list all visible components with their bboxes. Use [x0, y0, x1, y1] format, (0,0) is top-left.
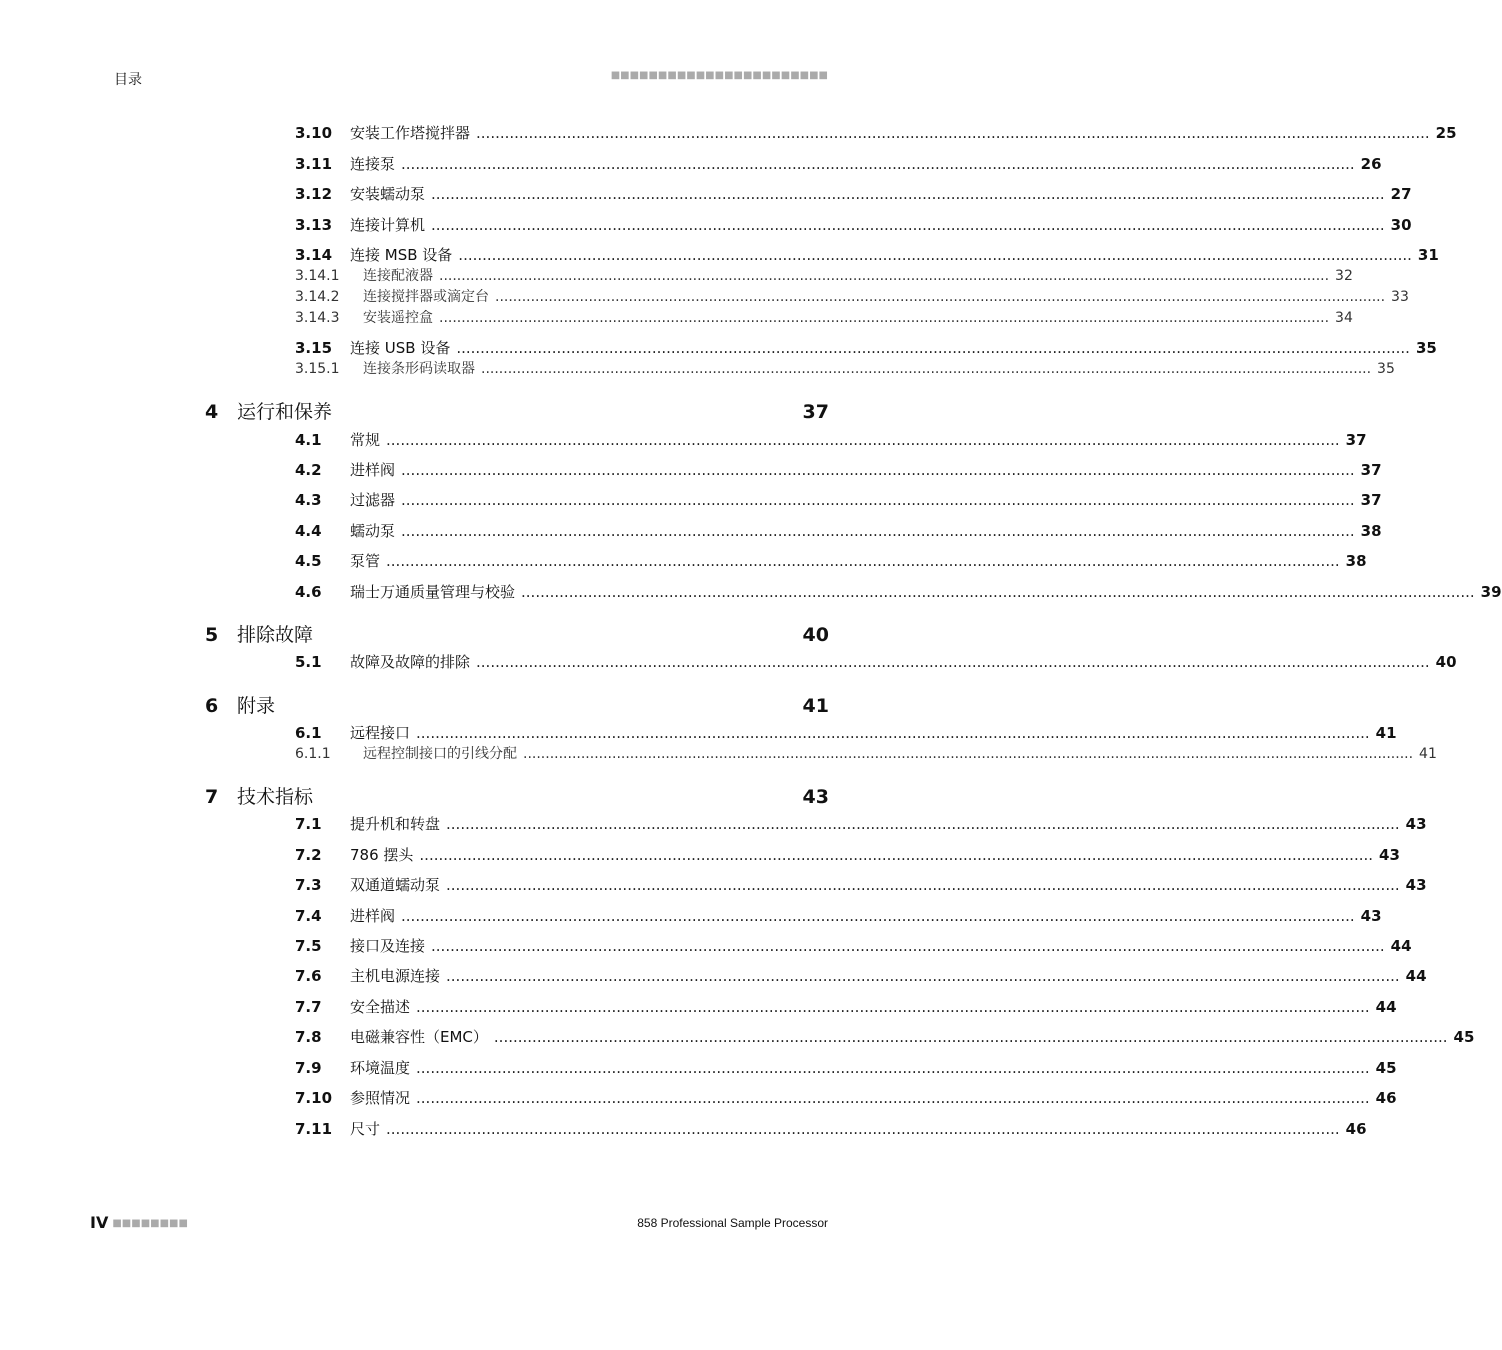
toc-dot-leader: ........................................................................................................................................................................................................	[416, 998, 1370, 1016]
toc-dot-leader: ........................................................................................................................................................................................................	[416, 1089, 1370, 1107]
toc-subsection-entry[interactable]	[295, 358, 1395, 378]
toc-entry-page: 41	[802, 695, 829, 717]
toc-dot-leader: ........................................................................................................................................................................................................	[481, 361, 1372, 377]
toc-subsection-entry[interactable]	[295, 743, 1437, 763]
toc-section-entry[interactable]	[295, 874, 1427, 895]
toc-entry-page: 46	[1345, 1120, 1367, 1138]
toc-entry-title: 远程接口	[350, 724, 411, 742]
toc-dot-leader: ........................................................................................................................................................................................................	[439, 310, 1330, 326]
toc-entry-number: 7.2	[295, 846, 322, 864]
toc-section-entry[interactable]	[295, 244, 1439, 265]
toc-section-entry[interactable]	[295, 813, 1427, 834]
toc-entry-page: 43	[1405, 815, 1427, 833]
toc-entry-number: 3.10	[295, 124, 333, 142]
toc-entry-number: 7.6	[295, 967, 322, 985]
toc-dot-leader: ........................................................................................................................................................................................................	[431, 185, 1385, 203]
footer-page-label: IV	[90, 1213, 109, 1232]
toc-entry-number: 7.9	[295, 1059, 322, 1077]
toc-dot-leader: ........................................................................................................................................................................................................	[476, 653, 1430, 671]
toc-subsection-entry[interactable]	[295, 307, 1353, 327]
toc-entry-number: 3.14.1	[295, 268, 340, 284]
toc-entry-page: 43	[1379, 846, 1400, 864]
toc-section-entry[interactable]	[295, 1087, 1397, 1108]
toc-entry-page: 45	[1453, 1028, 1475, 1046]
toc-subsection-entry[interactable]	[295, 265, 1353, 285]
toc-section-entry[interactable]	[295, 844, 1400, 865]
toc-entry-title: 提升机和转盘	[350, 815, 441, 833]
toc-section-entry[interactable]	[295, 122, 1457, 143]
toc-entry-title: 连接 MSB 设备	[350, 246, 453, 264]
toc-entry-page: 43	[802, 786, 829, 808]
toc-section-entry[interactable]	[295, 1057, 1397, 1078]
toc-dot-leader: ........................................................................................................................................................................................................	[401, 522, 1355, 540]
toc-dot-leader: ........................................................................................................................................................................................................	[439, 268, 1330, 284]
toc-entry-page: 38	[1360, 522, 1382, 540]
toc-dot-leader: ........................................................................................................................................................................................................	[401, 155, 1355, 173]
toc-entry-title: 技术指标	[237, 786, 314, 808]
toc-entry-title: 安装蠕动泵	[350, 185, 426, 203]
toc-section-entry[interactable]	[295, 183, 1412, 204]
toc-entry-title: 运行和保养	[237, 401, 333, 423]
toc-dot-leader: ........................................................................................................................................................................................................	[431, 216, 1385, 234]
toc-dot-leader: ........................................................................................................................................................................................................	[386, 431, 1340, 449]
toc-entry-number: 3.11	[295, 155, 333, 173]
toc-dot-leader: ........................................................................................................................................................................................................	[476, 124, 1430, 142]
toc-section-entry[interactable]	[295, 214, 1412, 235]
toc-entry-page: 40	[802, 624, 829, 646]
toc-entry-page: 37	[802, 401, 829, 423]
toc-section-entry[interactable]	[295, 581, 1502, 602]
toc-entry-number: 4.4	[295, 522, 322, 540]
toc-entry-page: 37	[1360, 491, 1382, 509]
toc-dot-leader: ........................................................................................................................................................................................................	[521, 583, 1475, 601]
toc-entry-number: 3.14	[295, 246, 333, 264]
toc-entry-number: 3.15	[295, 339, 333, 357]
toc-section-entry[interactable]	[295, 935, 1412, 956]
toc-entry-page: 32	[1335, 268, 1353, 284]
toc-section-entry[interactable]	[295, 520, 1382, 541]
toc-entry-title: 远程控制接口的引线分配	[363, 746, 517, 762]
toc-section-entry[interactable]	[295, 965, 1427, 986]
toc-section-entry[interactable]	[295, 905, 1382, 926]
toc-entry-title: 连接配液器	[363, 268, 433, 284]
toc-entry-number: 3.15.1	[295, 361, 340, 377]
toc-subsection-entry[interactable]	[295, 286, 1409, 306]
toc-entry-page: 26	[1360, 155, 1382, 173]
toc-dot-leader: ........................................................................................................................................................................................................	[446, 876, 1400, 894]
toc-section-entry[interactable]	[295, 459, 1382, 480]
toc-entry-page: 44	[1405, 967, 1427, 985]
toc-entry-title: 蠕动泵	[350, 522, 396, 540]
toc-entry-title: 连接 USB 设备	[350, 339, 451, 357]
toc-entry-page: 34	[1335, 310, 1353, 326]
toc-chapter-entry[interactable]	[205, 397, 829, 424]
toc-chapter-entry[interactable]	[205, 620, 829, 647]
toc-section-entry[interactable]	[295, 996, 1397, 1017]
toc-section-entry[interactable]	[295, 1118, 1367, 1139]
toc-entry-number: 7.7	[295, 998, 322, 1016]
toc-entry-number: 4.3	[295, 491, 322, 509]
toc-entry-page: 25	[1435, 124, 1457, 142]
toc-entry-number: 5	[205, 624, 219, 646]
toc-entry-page: 37	[1360, 461, 1382, 479]
toc-dot-leader: ........................................................................................................................................................................................................	[416, 1059, 1370, 1077]
toc-entry-title: 参照情况	[350, 1089, 411, 1107]
toc-dot-leader: ........................................................................................................................................................................................................	[523, 746, 1414, 762]
toc-entry-page: 41	[1419, 746, 1437, 762]
footer-decorative-squares: ■■■■■■■■	[112, 1218, 188, 1229]
toc-entry-page: 45	[1375, 1059, 1397, 1077]
toc-entry-number: 6	[205, 695, 219, 717]
toc-entry-number: 7.8	[295, 1028, 322, 1046]
toc-section-entry[interactable]	[295, 550, 1367, 571]
toc-entry-page: 30	[1390, 216, 1412, 234]
toc-entry-page: 37	[1345, 431, 1367, 449]
toc-dot-leader: ........................................................................................................................................................................................................	[431, 937, 1385, 955]
toc-entry-title: 瑞士万通质量管理与校验	[350, 583, 516, 601]
toc-dot-leader: ........................................................................................................................................................................................................	[446, 967, 1400, 985]
toc-entry-title: 安装工作塔搅拌器	[350, 124, 471, 142]
toc-entry-title: 连接条形码读取器	[363, 361, 475, 377]
toc-dot-leader: ........................................................................................................................................................................................................	[446, 815, 1400, 833]
toc-entry-number: 4.1	[295, 431, 322, 449]
toc-entry-page: 35	[1415, 339, 1437, 357]
toc-dot-leader: ........................................................................................................................................................................................................	[493, 1028, 1448, 1046]
toc-section-entry[interactable]	[295, 651, 1457, 672]
toc-entry-title: 连接搅拌器或滴定台	[363, 289, 489, 305]
toc-entry-title: 常规	[350, 431, 381, 449]
toc-entry-number: 3.12	[295, 185, 333, 203]
toc-dot-leader: ........................................................................................................................................................................................................	[456, 339, 1410, 357]
toc-entry-number: 3.14.3	[295, 310, 340, 326]
toc-entry-page: 44	[1375, 998, 1397, 1016]
toc-entry-number: 4.6	[295, 583, 322, 601]
toc-entry-title: 连接计算机	[350, 216, 426, 234]
toc-entry-title: 安装遥控盒	[363, 310, 433, 326]
toc-entry-page: 43	[1360, 907, 1382, 925]
toc-entry-page: 31	[1417, 246, 1439, 264]
toc-section-entry[interactable]	[295, 429, 1367, 450]
toc-entry-number: 3.14.2	[295, 289, 340, 305]
toc-entry-page: 41	[1375, 724, 1397, 742]
toc-entry-page: 46	[1375, 1089, 1397, 1107]
toc-section-entry[interactable]	[295, 722, 1397, 743]
toc-entry-page: 44	[1390, 937, 1412, 955]
toc-entry-number: 4.5	[295, 552, 322, 570]
toc-dot-leader: ........................................................................................................................................................................................................	[401, 491, 1355, 509]
toc-entry-title: 接口及连接	[350, 937, 426, 955]
toc-entry-title: 安全描述	[350, 998, 411, 1016]
toc-section-entry[interactable]	[295, 153, 1382, 174]
toc-chapter-entry[interactable]	[205, 691, 829, 718]
toc-entry-number: 4	[205, 401, 219, 423]
toc-entry-page: 38	[1345, 552, 1367, 570]
toc-entry-page: 35	[1377, 361, 1395, 377]
toc-section-entry[interactable]	[295, 1026, 1475, 1047]
toc-entry-title: 主机电源连接	[350, 967, 441, 985]
toc-dot-leader: ........................................................................................................................................................................................................	[458, 246, 1412, 264]
toc-dot-leader: ........................................................................................................................................................................................................	[419, 846, 1374, 864]
toc-dot-leader: ........................................................................................................................................................................................................	[386, 1120, 1340, 1138]
toc-entry-title: 连接泵	[350, 155, 396, 173]
toc-entry-title: 故障及故障的排除	[350, 653, 471, 671]
header-decorative-squares: ■■■■■■■■■■■■■■■■■■■■■■■	[610, 70, 828, 81]
toc-entry-page: 43	[1405, 876, 1427, 894]
toc-entry-number: 6.1.1	[295, 746, 331, 762]
toc-entry-number: 7.11	[295, 1120, 333, 1138]
toc-entry-title: 过滤器	[350, 491, 396, 509]
footer-page-number	[90, 1213, 188, 1232]
toc-dot-leader: ........................................................................................................................................................................................................	[386, 552, 1340, 570]
toc-entry-title: 附录	[237, 695, 276, 717]
toc-entry-title: 电磁兼容性（EMC）	[350, 1028, 488, 1046]
footer-product-name: 858 Professional Sample Processor	[637, 1216, 828, 1230]
toc-dot-leader: ........................................................................................................................................................................................................	[401, 461, 1355, 479]
toc-entry-title: 双通道蠕动泵	[350, 876, 441, 894]
toc-entry-number: 3.13	[295, 216, 333, 234]
toc-entry-title: 进样阀	[350, 461, 396, 479]
toc-entry-title: 进样阀	[350, 907, 396, 925]
toc-entry-number: 4.2	[295, 461, 322, 479]
toc-entry-number: 7	[205, 786, 219, 808]
header-section-title: 目录	[114, 72, 142, 88]
toc-entry-page: 27	[1390, 185, 1412, 203]
toc-entry-title: 泵管	[350, 552, 381, 570]
toc-entry-number: 5.1	[295, 653, 322, 671]
toc-entry-number: 7.3	[295, 876, 322, 894]
toc-entry-page: 33	[1391, 289, 1409, 305]
toc-entry-title: 排除故障	[237, 624, 314, 646]
toc-dot-leader: ........................................................................................................................................................................................................	[401, 907, 1355, 925]
toc-entry-page: 40	[1435, 653, 1457, 671]
toc-entry-title: 786 摆头	[350, 846, 414, 864]
toc-entry-number: 6.1	[295, 724, 322, 742]
toc-entry-title: 尺寸	[350, 1120, 381, 1138]
toc-entry-number: 7.10	[295, 1089, 333, 1107]
toc-section-entry[interactable]	[295, 337, 1437, 358]
toc-dot-leader: ........................................................................................................................................................................................................	[495, 289, 1386, 305]
toc-entry-title: 环境温度	[350, 1059, 411, 1077]
toc-entry-number: 7.1	[295, 815, 322, 833]
toc-chapter-entry[interactable]	[205, 782, 829, 809]
toc-section-entry[interactable]	[295, 489, 1382, 510]
toc-entry-number: 7.4	[295, 907, 322, 925]
toc-dot-leader: ........................................................................................................................................................................................................	[416, 724, 1370, 742]
toc-entry-page: 39	[1480, 583, 1502, 601]
toc-entry-number: 7.5	[295, 937, 322, 955]
